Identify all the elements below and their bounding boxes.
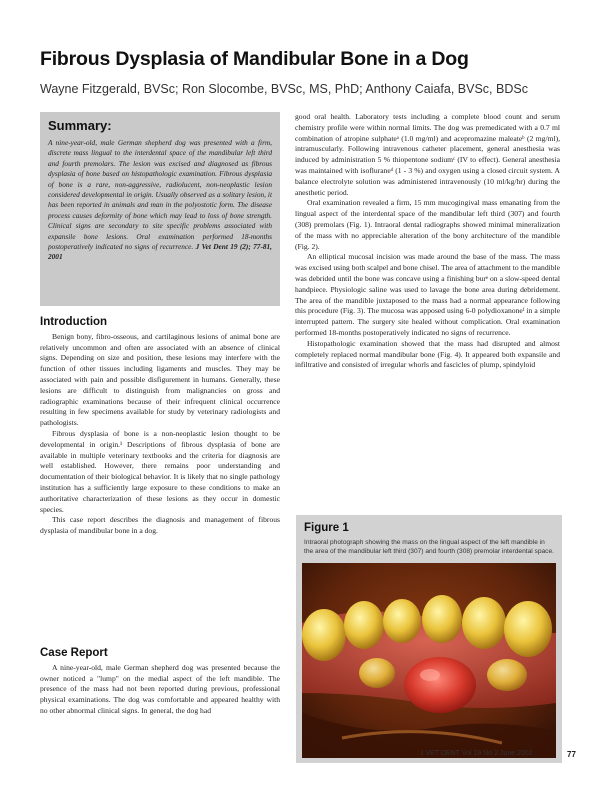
body-paragraph: Histopathologic examination showed that the mass had disrupted and almost completely replaced normal mandibular bone (Fig. 4). It appeared both expansile and infiltrative and consisted of irregular whorls and fascicles of plump, spindyloid bbox=[295, 338, 560, 370]
intro-paragraph: This case report describes the diagnosis and management of fibrous dysplasia of mandibular bone in a dog. bbox=[40, 515, 280, 536]
figure-1 bbox=[296, 515, 562, 763]
journal-footer bbox=[420, 750, 560, 757]
introduction-section bbox=[40, 317, 280, 537]
figure-title: Figure 1 bbox=[304, 522, 349, 534]
intraoral-photograph bbox=[302, 563, 556, 758]
right-column-text bbox=[295, 112, 560, 371]
body-paragraph: An elliptical mucosal incision was made around the base of the mass. The mass was excised using both scalpel and bone chisel. The area of attachment to the mandible was debrided until the bone was concave using a finishing burᵉ on a slow-speed dental handpiece. Physiologic saline was used to lavage the bone area during debridement. The area of the mandible juxtaposed to the mass had a normal appearance following this procedure (Fig. 3). The mucosa was apposed using 6-0 polydioxanoneᶠ in a simple interrupted pattern. The surgery site healed without complication. Oral examination performed 18-months postoperatively indicated no signs of recurrence. bbox=[295, 252, 560, 337]
intro-paragraph: Benign bony, fibro-osseous, and cartilaginous lesions of animal bone are relatively uncommon and often are associated with an absence of clinical signs. Depending on size and position, these lesions may interfere with the function of other tissues including ligaments and muscles. They may be associated with pain and possible disfigurement in humans. Generally, these lesions are difficult to distinguish from malignancies on gross and radiographic examinations because of their infrequent clinical occurrence resulting in few specimens available for study by veterinary radiologists and pathologists. bbox=[40, 331, 280, 428]
body-paragraph: good oral health. Laboratory tests including a complete blood count and serum chemistry profile were within normal limits. The dog was premedicated with a 0.7 ml combination of atropine sulphateᵃ (1.0 mg/ml) and acepromazine maleateᵇ (2 mg/ml), intramuscularly. Following intravenous catheter placement, general anesthesia was induced by administration 5 % thiopentone sodiumᶜ (IV to effect). General anesthesia was maintained with isofluraneᵈ (1 - 3 %) and oxygen using a closed circuit system. A balance electrolyte solution was administered intravenously (10 ml/kg/hr) during the anesthetic period. bbox=[295, 112, 560, 197]
introduction-heading: Introduction bbox=[40, 316, 108, 328]
summary-citation: J Vet Dent 19 (2); 77-81, 2001 bbox=[48, 242, 272, 262]
body-paragraph: Oral examination revealed a firm, 15 mm mucogingival mass emanating from the lingual aspect of the interdental space of the mandibular left third (307) and fourth (308) premolars (Fig. 1). Intraoral dental radiographs showed minimal mineralization of the mass with no appreciable alteration of the bony architecture of the mandible (Fig. 2). bbox=[295, 198, 560, 251]
case-paragraph: A nine-year-old, male German shepherd dog was presented because the owner noticed a "lump" on the medial aspect of the left mandible. The presence of the mass had not been reported during previous, professional physical examinations. The dog was comfortable and appeared healthy with no other abnormal clinical signs. In general, the dog had bbox=[40, 662, 280, 715]
journal-date: June 2002 bbox=[499, 750, 533, 757]
summary-text bbox=[48, 138, 272, 263]
page-number: 77 bbox=[567, 750, 576, 759]
journal-name: J VET DENT bbox=[420, 750, 460, 757]
summary-heading: Summary: bbox=[48, 118, 112, 133]
author-list: Wayne Fitzgerald, BVSc; Ron Slocombe, BVSc, MS, PhD; Anthony Caiafa, BVSc, BDSc bbox=[40, 82, 528, 96]
summary-box bbox=[40, 112, 280, 306]
case-report-heading: Case Report bbox=[40, 647, 108, 659]
figure-caption: Intraoral photograph showing the mass on the lingual aspect of the left mandible in the area of the mandibular left third (307) and fourth (308) premolar interdental space. bbox=[304, 539, 554, 555]
case-report-section bbox=[40, 648, 280, 717]
intro-paragraph: Fibrous dysplasia of bone is a non-neoplastic lesion thought to be developmental in origin.¹ Descriptions of fibrous dysplasia of bone are available in multiple veterinary textbooks and the criteria for diagnosis are well established. However, there remains poor understanding and documentation of their biological behavior. It is likely that no single pathology institution has a sufficiently large exposure to these conditions to make an authoritative characterization of these lesions as they occur in domestic species. bbox=[40, 428, 280, 514]
article-title: Fibrous Dysplasia of Mandibular Bone in a Dog bbox=[40, 48, 469, 70]
journal-issue: Vol 19 No 2 bbox=[461, 750, 498, 757]
photo-illustration bbox=[302, 563, 556, 758]
summary-body: A nine-year-old, male German shepherd dog was presented with a firm, discrete mass lingual to the interdental space of the mandibular left third and fourth premolars. The lesion was excised and diagnosed as fibrous dysplasia of bone based on histopathologic examination. Fibrous dysplasia of bone is a rare, non-aggressive, radiolucent, non-neoplastic lesion considered developmental in origin. Usually observed as a solitary lesion, it has been reported in animals and man in the polyostotic form. The disease process causes deformity of bone which may lead to loss of bone strength. Clinical signs are secondary to site specific problems associated with expansile bone lesions. Oral examination performed 18-months postoperatively indicated no signs of recurrence. bbox=[48, 138, 272, 252]
